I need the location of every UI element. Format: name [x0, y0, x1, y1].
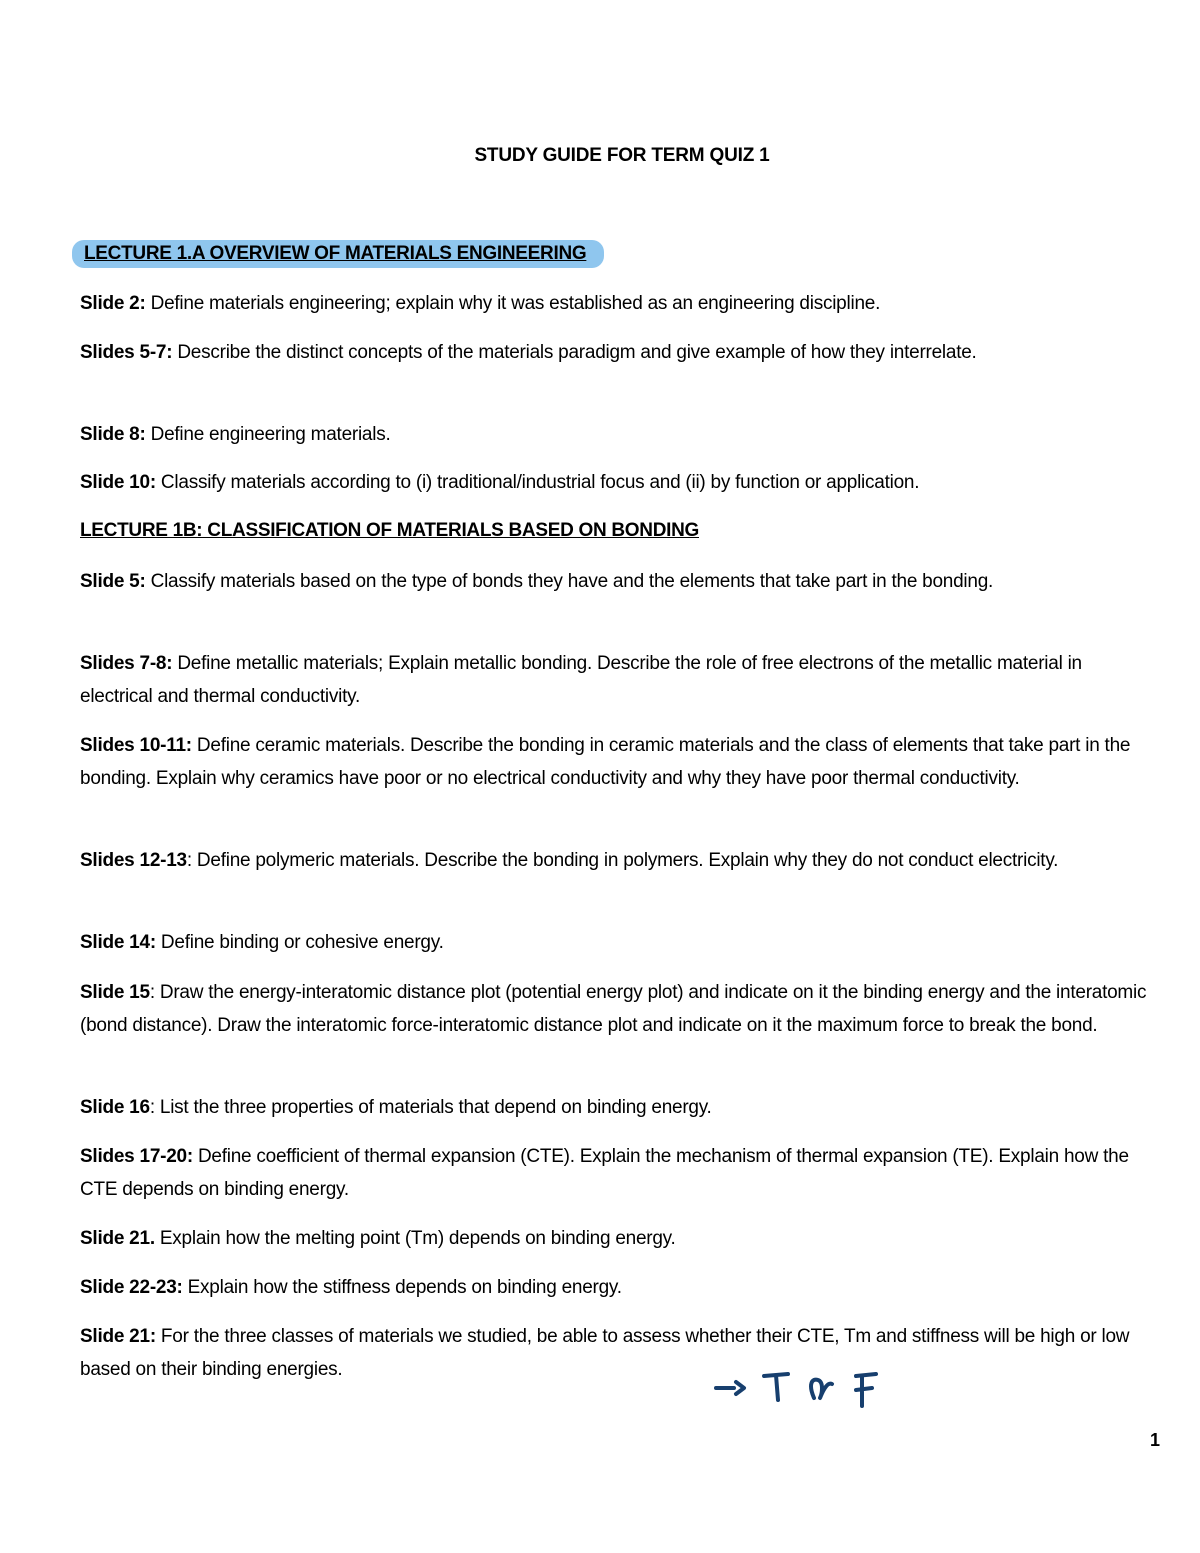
slide-text: Define materials engineering; explain why it was established as an engineering discipline. [145, 293, 881, 314]
slide-text: Classify materials according to (i) traditional/industrial focus and (ii) by function or application. [155, 472, 920, 493]
slide-label: Slide 8: [80, 424, 146, 445]
slide-label: Slide 21. [80, 1228, 155, 1249]
list-item [80, 1271, 1150, 1304]
list-item [80, 565, 1150, 598]
handwritten-alpha [811, 1380, 832, 1398]
slide-text: Define coefficient of thermal expansion (CTE). Explain the mechanism of thermal expansion (TE). Explain how the CTE depends on binding energy. [80, 1146, 1129, 1200]
slide-label: Slide 15 [80, 982, 150, 1003]
slide-text: Explain how the stiffness depends on binding energy. [182, 1277, 622, 1298]
slide-label: Slide 5: [80, 571, 146, 592]
slide-label: Slide 16 [80, 1097, 150, 1118]
page-number: 1 [1150, 1430, 1161, 1450]
slide-text: Describe the distinct concepts of the materials paradigm and give example of how they interrelate. [172, 342, 977, 363]
slide-text: Define metallic materials; Explain metallic bonding. Describe the role of free electrons of the metallic material in electrical and thermal conductivity. [80, 653, 1082, 707]
list-item [80, 729, 1150, 795]
slide-label: Slides 17-20: [80, 1146, 193, 1167]
slide-label: Slide 14: [80, 932, 156, 953]
slide-label: Slides 7-8: [80, 653, 173, 674]
list-item [80, 1320, 1150, 1386]
lecture-1b-heading: LECTURE 1B: CLASSIFICATION OF MATERIALS BASED ON BONDING [80, 520, 699, 541]
handwritten-annotation [708, 1364, 888, 1414]
handwritten-letter-t [764, 1374, 788, 1400]
page-title: STUDY GUIDE FOR TERM QUIZ 1 [474, 145, 770, 166]
slide-text: Define engineering materials. [145, 424, 391, 445]
list-item [80, 844, 1150, 877]
list-item [80, 1140, 1160, 1206]
slide-text: For the three classes of materials we studied, be able to assess whether their CTE, Tm and stiffness will be high or low based on their binding energies. [80, 1326, 1130, 1380]
list-item [80, 926, 1150, 959]
list-item [80, 287, 1150, 320]
list-item [80, 1091, 1150, 1124]
slide-text: : Draw the energy-interatomic distance plot (potential energy plot) and indicate on it the binding energy and the interatomic (bond distance). Draw the interatomic force-interatomic distance plot and indicate on it the maximum force to break the bond. [80, 982, 1147, 1036]
slide-label: Slide 2: [80, 293, 146, 314]
handwritten-letter-f [856, 1374, 876, 1406]
slide-text: : List the three properties of materials that depend on binding energy. [149, 1097, 712, 1118]
slide-text: Explain how the melting point (Tm) depends on binding energy. [154, 1228, 676, 1249]
list-item [80, 976, 1150, 1042]
list-item [80, 1222, 1150, 1255]
slide-text: Define ceramic materials. Describe the bonding in ceramic materials and the class of elements that take part in the bonding. Explain why ceramics have poor or no electrical conductivity and why they have poor thermal conductivity. [80, 735, 1131, 789]
handwritten-arrow-head [736, 1382, 744, 1394]
slide-text: : Define polymeric materials. Describe the bonding in polymers. Explain why they do not conduct electricity. [186, 850, 1059, 871]
list-item [80, 418, 1150, 451]
slide-label: Slides 10-11: [80, 735, 192, 756]
list-item [80, 336, 1150, 369]
list-item [80, 466, 1150, 499]
slide-label: Slides 12-13 [80, 850, 187, 871]
slide-label: Slide 21: [80, 1326, 156, 1347]
slide-label: Slide 22-23: [80, 1277, 183, 1298]
slide-text: Classify materials based on the type of bonds they have and the elements that take part in the bonding. [145, 571, 994, 592]
slide-label: Slide 10: [80, 472, 156, 493]
lecture-1a-heading: LECTURE 1.A OVERVIEW OF MATERIALS ENGINEERING [72, 240, 604, 268]
slide-label: Slides 5-7: [80, 342, 173, 363]
slide-text: Define binding or cohesive energy. [155, 932, 444, 953]
list-item [80, 647, 1150, 713]
